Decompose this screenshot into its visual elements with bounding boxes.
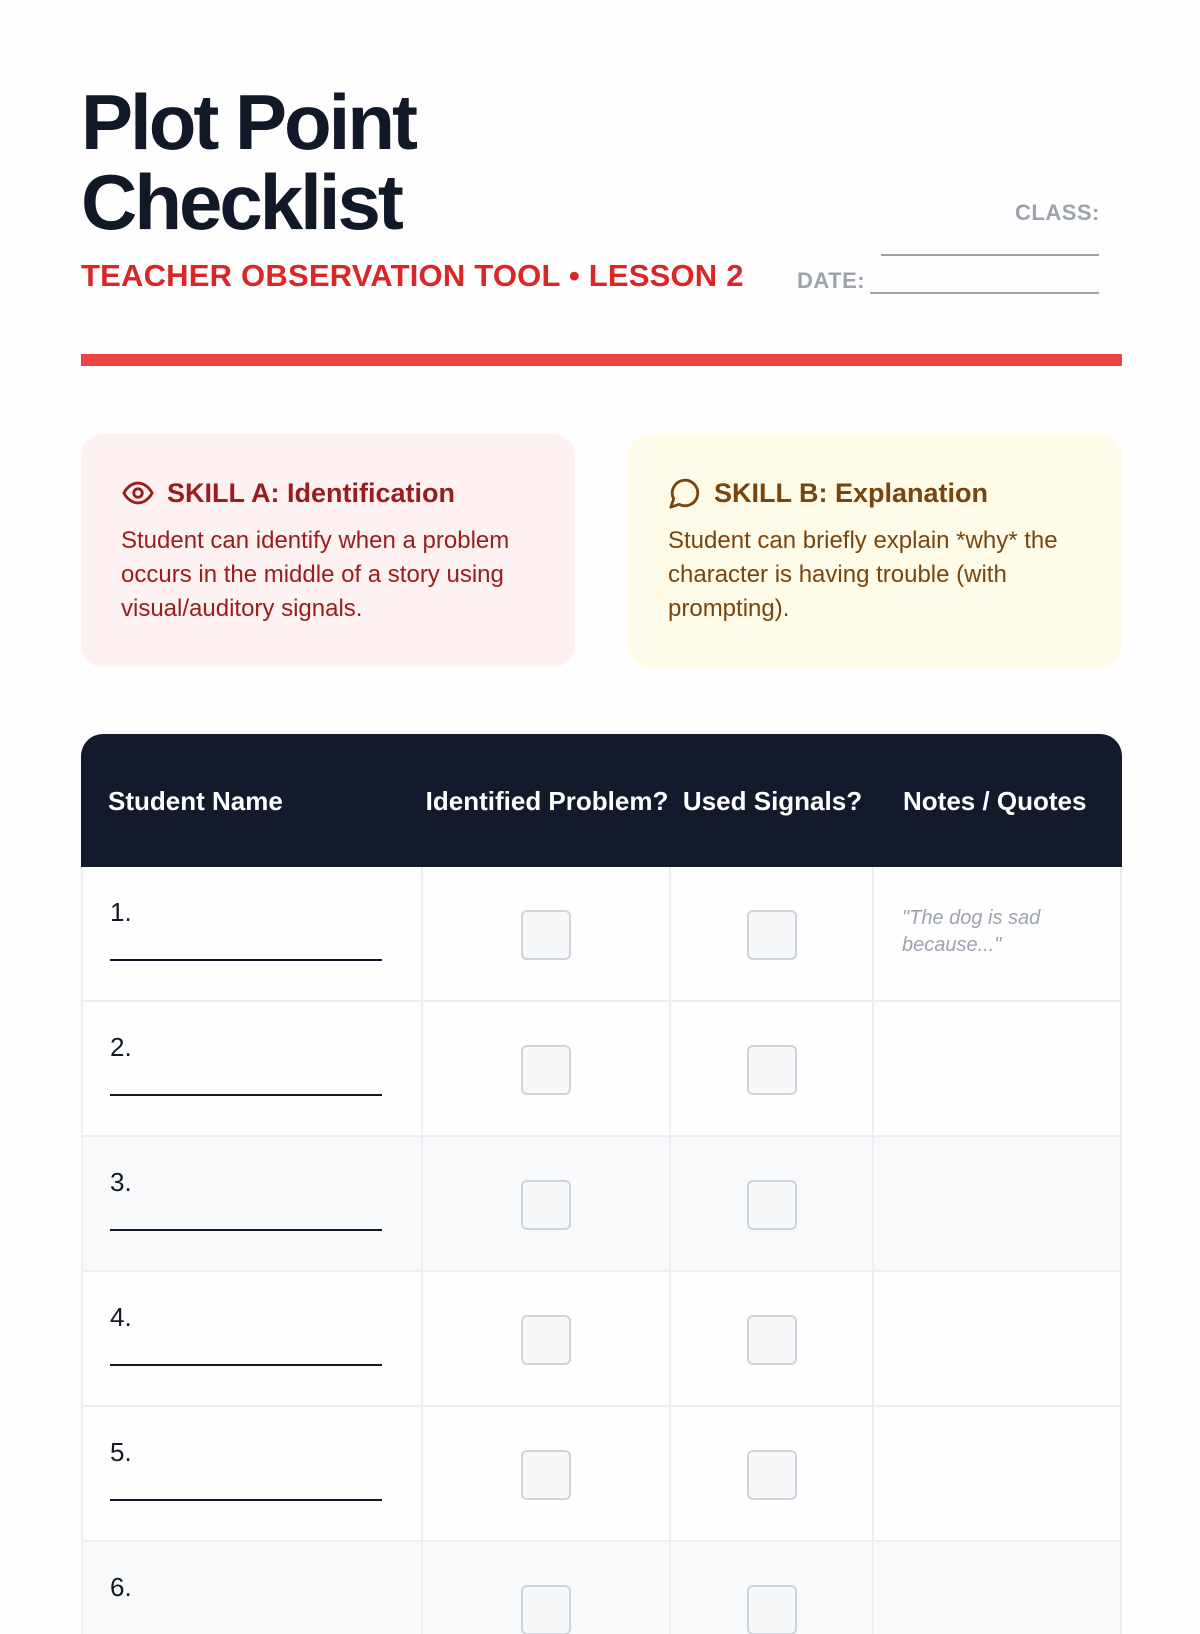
notes-cell[interactable] [874, 1002, 1122, 1137]
column-header-notes: Notes / Quotes [903, 734, 1103, 867]
identified-problem-cell [423, 867, 671, 1002]
note-text: "The dog is sad because..." [902, 905, 1102, 959]
used-signals-checkbox[interactable] [747, 1315, 797, 1365]
used-signals-cell [671, 1542, 874, 1634]
used-signals-cell [671, 1272, 874, 1407]
row-number: 3. [110, 1167, 132, 1198]
table-row [81, 867, 1122, 1002]
date-field[interactable] [870, 292, 1099, 294]
used-signals-checkbox[interactable] [747, 1585, 797, 1634]
row-number: 1. [110, 897, 132, 928]
class-label: CLASS: [1015, 200, 1100, 226]
student-name-cell [81, 1542, 423, 1634]
notes-cell[interactable] [874, 1272, 1122, 1407]
skill-title: SKILL B: Explanation [714, 478, 988, 509]
identified-problem-checkbox[interactable] [521, 1450, 571, 1500]
identified-problem-cell [423, 1272, 671, 1407]
used-signals-checkbox[interactable] [747, 1045, 797, 1095]
skill-description: Student can briefly explain *why* the character is having trouble (with prompting). [668, 524, 1082, 626]
used-signals-cell [671, 1407, 874, 1542]
table-row [81, 1272, 1122, 1407]
used-signals-cell [671, 1137, 874, 1272]
student-name-cell [81, 1407, 423, 1542]
identified-problem-cell [423, 1407, 671, 1542]
skill-card-identification [81, 434, 575, 667]
skill-title: SKILL A: Identification [167, 478, 455, 509]
student-name-cell [81, 1002, 423, 1137]
skill-description: Student can identify when a problem occurs in the middle of a story using visual/auditory signals. [121, 524, 535, 626]
skill-card-header [121, 476, 535, 510]
notes-cell[interactable] [874, 867, 1122, 1002]
used-signals-checkbox[interactable] [747, 1450, 797, 1500]
page-subtitle: TEACHER OBSERVATION TOOL • LESSON 2 [81, 258, 744, 294]
table-row [81, 1542, 1122, 1634]
observation-table [81, 734, 1122, 1634]
row-number: 6. [110, 1572, 132, 1603]
identified-problem-cell [423, 1542, 671, 1634]
identified-problem-cell [423, 1137, 671, 1272]
used-signals-cell [671, 867, 874, 1002]
student-name-field[interactable] [110, 1094, 382, 1096]
table-header [81, 734, 1122, 867]
speech-bubble-icon [668, 476, 702, 510]
page-title: Plot Point Checklist [81, 82, 561, 242]
used-signals-cell [671, 1002, 874, 1137]
student-name-cell [81, 867, 423, 1002]
notes-cell[interactable] [874, 1137, 1122, 1272]
used-signals-checkbox[interactable] [747, 1180, 797, 1230]
header-divider [81, 354, 1122, 366]
notes-cell[interactable] [874, 1407, 1122, 1542]
student-name-field[interactable] [110, 1364, 382, 1366]
skill-card-header [668, 476, 1082, 510]
row-number: 5. [110, 1437, 132, 1468]
identified-problem-cell [423, 1002, 671, 1137]
notes-cell[interactable] [874, 1542, 1122, 1634]
column-header-student-name: Student Name [108, 734, 408, 867]
student-name-cell [81, 1272, 423, 1407]
eye-icon [121, 476, 155, 510]
identified-problem-checkbox[interactable] [521, 1315, 571, 1365]
student-name-field[interactable] [110, 1499, 382, 1501]
student-name-field[interactable] [110, 959, 382, 961]
skill-card-explanation [628, 434, 1122, 667]
identified-problem-checkbox[interactable] [521, 1045, 571, 1095]
class-field[interactable] [881, 254, 1099, 256]
column-header-identified-problem: Identified Problem? [423, 734, 671, 867]
row-number: 2. [110, 1032, 132, 1063]
identified-problem-checkbox[interactable] [521, 1585, 571, 1634]
identified-problem-checkbox[interactable] [521, 910, 571, 960]
table-row [81, 1002, 1122, 1137]
date-label: DATE: [797, 268, 865, 294]
column-header-used-signals: Used Signals? [671, 734, 874, 867]
table-row [81, 1137, 1122, 1272]
row-number: 4. [110, 1302, 132, 1333]
used-signals-checkbox[interactable] [747, 910, 797, 960]
student-name-cell [81, 1137, 423, 1272]
table-row [81, 1407, 1122, 1542]
identified-problem-checkbox[interactable] [521, 1180, 571, 1230]
student-name-field[interactable] [110, 1229, 382, 1231]
